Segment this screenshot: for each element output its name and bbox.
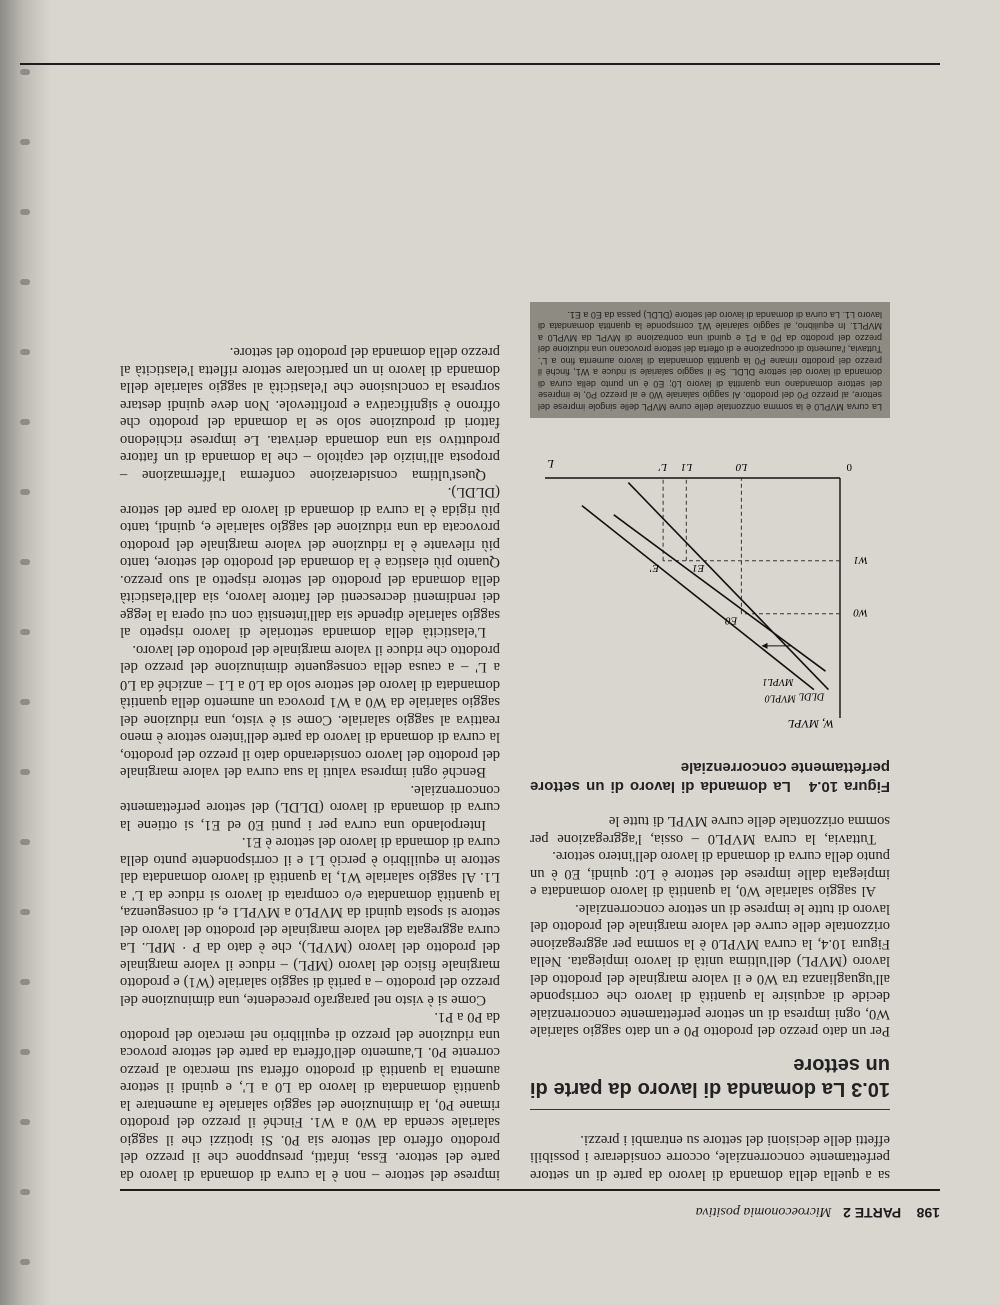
figure-chart: [510, 428, 890, 748]
binding-hole: [20, 909, 30, 915]
x-tick-label: L': [658, 461, 668, 473]
paragraph: Interpolando una curva per i punti E0 ed E1, si ottiene la curva di domanda di lavoro (DLDL) del settore perfettamente concorrenziale.: [120, 782, 500, 833]
binding-hole: [20, 349, 30, 355]
chart-svg: [530, 448, 890, 748]
x-tick-label: L1: [680, 461, 693, 473]
left-column: [530, 303, 890, 1184]
page-header: [120, 1189, 940, 1221]
paragraph: Per un dato prezzo del prodotto P0 e un dato saggio salariale W0, ogni impresa di un settore perfettamente concorrenziale decide di acquisire la quantità di lavoro che corrisponde all'uguaglianza tra W0 e il valore marginale del prodotto del lavoro (MVPL) dell'ultima unità di lavoro impiegata. Nella Figura 10.4, la curva MVPL0 è la somma per aggregazione orizzontale delle curve del valore marginale del prodotto del lavoro di tutte le imprese di un settore concorrenziale.: [530, 901, 890, 1040]
page-number: 198: [916, 1205, 940, 1221]
figure-heading: La domanda di lavoro di un settore perfettamente concorrenziale: [530, 759, 890, 795]
part-title: Microeconomia positiva: [695, 1204, 832, 1219]
binding-hole: [20, 839, 30, 845]
figure-label: Figura 10.4: [808, 778, 890, 795]
right-column: [120, 343, 500, 1183]
binding-hole: [20, 979, 30, 985]
binding-hole: [20, 1049, 30, 1055]
origin-label: 0: [846, 461, 852, 473]
paragraph: L'elasticità della domanda settoriale di lavoro rispetto al saggio salariale dipende sia dall'intensità con cui opera la legge dei rendimenti decrescenti del fattore lavoro, sia dall'elasticità della domanda del prodotto del settore rispetto al suo prezzo. Quanto più elastica è la domanda del prodotto del settore, tanto più rilevante è la riduzione del valore marginale del prodotto provocata da una riduzione del saggio salariale e, quindi, tanto più rigida è la curva di domanda di lavoro da parte del settore (DLDL).: [120, 484, 500, 641]
binding-hole: [20, 209, 30, 215]
point-label: E0: [725, 614, 738, 627]
paragraph: imprese del settore – non è la curva di domanda di lavoro da parte del settore. Essa, infatti, presuppone che il prezzo del prodotto offerto dal settore sia P0. Si ipotizzi che il saggio salariale scenda da W0 a W1. Finché il prezzo del prodotto rimane P0, la diminuzione del saggio salariale fa aumentare la quantità domandata di lavoro da L0 a L', e quindi il settore aumenta la quantità di prodotto offerta sul mercato al prezzo corrente P0. L'aumento dell'offerta da parte del settore provoca una riduzione del prezzo di equilibrio nel mercato del prodotto da P0 a P1.: [120, 1009, 500, 1183]
paragraph: Tuttavia, la curva MVPL0 – ossia, l'aggregazione per somma orizzontale delle curve MVPL di tutte le: [530, 813, 890, 847]
page-rule: [20, 63, 940, 65]
series-line-mvpl1: [614, 515, 826, 671]
binding-hole: [20, 559, 30, 565]
y-axis-label: W, MVPL: [787, 717, 834, 731]
binding-hole: [20, 629, 30, 635]
binding-hole: [20, 279, 30, 285]
binding-hole: [20, 489, 30, 495]
paragraph: Benché ogni impresa valuti la sua curva del valore marginale del prodotto del lavoro considerando dato il prezzo del prodotto, la curva di domanda di lavoro da parte dell'intero settore è meno reattiva al saggio salariale. Come si è visto, una riduzione del saggio salariale da W0 a W1 provoca un aumento della quantità domandata di lavoro del settore solo da L0 a L1 – anziché da L0 a L' – a causa della conseguente diminuzione del prezzo del prodotto che riduce il valore marginale del prodotto del lavoro.: [120, 642, 500, 781]
paragraph: Quest'ultima considerazione conferma l'affermazione – proposta all'inizio del capitolo – che la domanda di un fattore produttivo sia una domanda derivata. Le imprese richiedono fattori di produzione solo se la domanda del prodotto che offrono è significativa e profittevole. Non deve quindi destare sorpresa la conclusione che l'elasticità al saggio salariale della domanda di lavoro in un particolare settore rifletta l'elasticità al prezzo della domanda del prodotto del settore.: [120, 344, 500, 483]
series-line-dldl: [628, 483, 828, 690]
figure-caption: La curva MVPL0 è la somma orizzontale delle curve MVPL delle singole imprese del settore, al prezzo P0 del prodotto. Al saggio salariale W0 e al prezzo P0, le imprese del settore domandano una quantità di lavoro L0; E0 è un punto della curva di domanda di lavoro del settore DLDL. Se il saggio salariale si riduce a W1, finché il prezzo del prodotto rimane P0 la quantità domandata di lavoro aumenta fino a L'. Tuttavia, l'aumento di occupazione e di offerta del settore provocano una riduzione del prezzo del prodotto da P0 a P1 e quindi una contrazione di MVPL da MVPL0 a MVPL1. In equilibrio, al saggio salariale W1 corrisponde la quantità domandata di lavoro L1. La curva di domanda di lavoro del settore (DLDL) passa da E0 a E1.: [530, 303, 890, 419]
binding-hole: [20, 769, 30, 775]
y-tick-label: W1: [853, 553, 868, 566]
point-label: E': [650, 561, 660, 574]
series-label: MVPL0: [764, 692, 796, 704]
point-label: E1: [692, 561, 705, 574]
series-label: MVPL1: [762, 676, 794, 688]
binding-edge: [0, 0, 52, 1305]
binding-hole: [20, 699, 30, 705]
paragraph: sa a quella della domanda di lavoro da parte di un settore perfettamente concorrenziale, occorre considerare i possibili effetti delle decisioni del settore su entrambi i prezzi.: [530, 1132, 890, 1183]
binding-hole: [20, 1119, 30, 1125]
section-title: 10.3 La domanda di lavoro da parte di un settore: [530, 1054, 890, 1111]
binding-hole: [20, 1259, 30, 1265]
paragraph: Come si è visto nel paragrafo precedente, una diminuzione del prezzo del prodotto – a parità di saggio salariale (W1) e prodotto marginale fisico del lavoro (MPL) – riduce il valore marginale del prodotto del lavoro (MVPL), che è dato da P · MPL. La curva aggregata del valore marginale del prodotto del lavoro del settore si sposta quindi da MVPL0 a MVPL1 e, di conseguenza, la quantità domandata e/o comprata di lavoro si riduce da L' a L1. Al saggio salariale W1, la quantità di lavoro domandata dal settore in equilibrio è perciò L1 e il corrispondente punto della curva di domanda di lavoro del settore è E1.: [120, 834, 500, 1008]
part-label: PARTE 2: [843, 1205, 902, 1221]
binding-hole: [20, 1189, 30, 1195]
paragraph: Al saggio salariale W0, la quantità di lavoro domandata e impiegata dalle imprese del settore è L0: quindi, E0 è un punto della curva di domanda di lavoro dell'intero settore.: [530, 848, 890, 900]
figure-title: [530, 758, 890, 796]
binding-hole: [20, 419, 30, 425]
y-tick-label: W0: [853, 606, 868, 619]
binding-hole: [20, 139, 30, 145]
binding-hole: [20, 69, 30, 75]
x-axis-label: L: [547, 457, 554, 471]
series-label: DLDL: [798, 690, 825, 702]
x-tick-label: L0: [735, 461, 748, 473]
series-line-mvpl0: [582, 506, 814, 690]
